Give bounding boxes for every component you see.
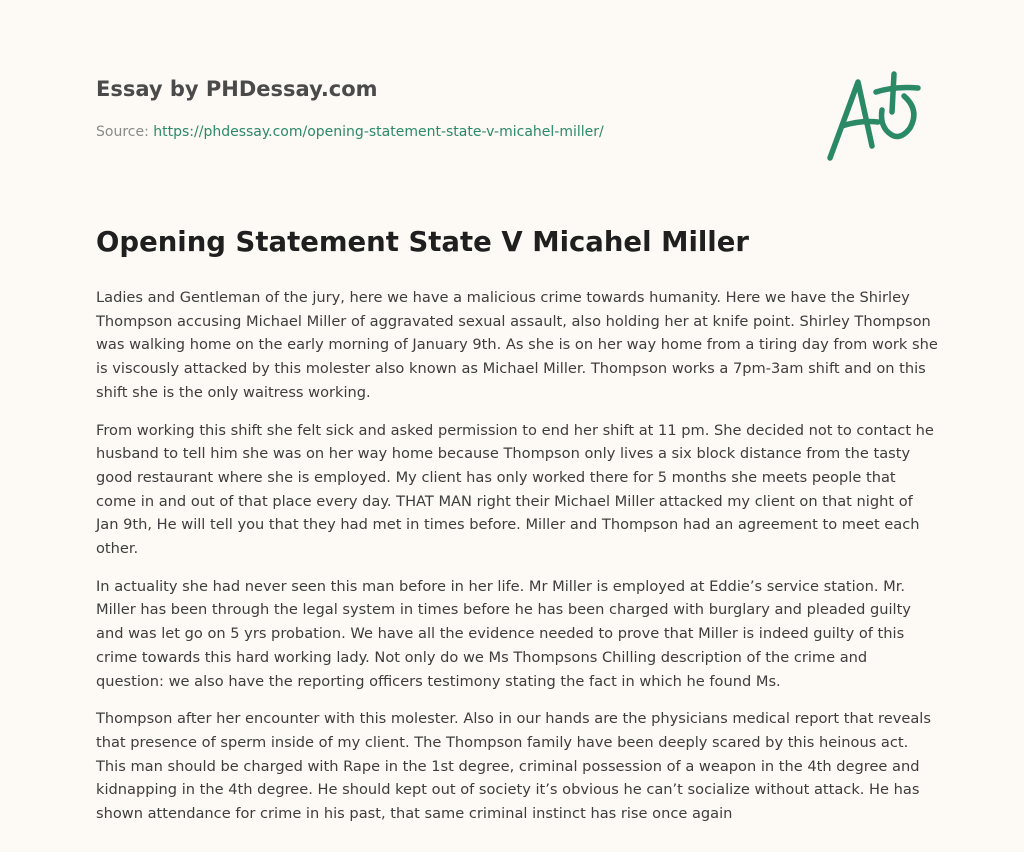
source-label: Source:: [96, 124, 149, 140]
essay-title: Opening Statement State V Micahel Miller: [96, 226, 749, 258]
a-plus-logo-icon: [820, 66, 930, 166]
paragraph: Thompson after her encounter with this molester. Also in our hands are the physicians medical report that reveals that presence of sperm inside of my client. The Thompson family have been deeply scared by this heinous act. This man should be charged with Rape in the 1st degree, criminal possession of a weapon in the 4th degree and kidnapping in the 4th degree. He should kept out of society it’s obvious he can’t socialize without attack. He has shown attendance for crime in his past, that same criminal instinct has rise once again: [96, 710, 931, 823]
source-line: [96, 124, 604, 140]
essay-body: [96, 286, 938, 840]
a-plus-logo-svg: [820, 66, 930, 166]
paragraph: Ladies and Gentleman of the jury, here we have a malicious crime towards humanity. Here we have the Shirley Thompson accusing Michael Miller of aggravated sexual assault, also holding her at knife point. Shirley Thompson was walking home on the early morning of January 9th. As she is on her way home from a tiring day from work she is viscously attacked by this molester also known as Michael Miller. Thompson works a 7pm-3am shift and on this shift she is the only waitress working.: [96, 289, 938, 401]
paragraph: In actuality she had never seen this man before in her life. Mr Miller is employed at Eddie’s service station. Mr. Miller has been through the legal system in times before he has been charged with burglary and pleaded guilty and was let go on 5 yrs probation. We have all the evidence needed to prove that Miller is indeed guilty of this crime towards this hard working lady. Not only do we Ms Thompsons Chilling description of the crime and question: we also have the reporting officers testimony stating the fact in which he found Ms.: [96, 577, 911, 690]
source-link[interactable]: https://phdessay.com/opening-statement-state-v-micahel-miller/: [153, 124, 604, 140]
site-brand: Essay by PHDessay.com: [96, 77, 378, 101]
paragraph: From working this shift she felt sick and asked permission to end her shift at 11 pm. She decided not to contact he husband to tell him she was on her way home because Thompson only lives a six block distance from the tasty good restaurant where she is employed. My client has only worked there for 5 months she meets people that come in and out of that place every day. THAT MAN right their Michael Miller attacked my client on that night of Jan 9th, He will tell you that they had met in times before. Miller and Thompson had an agreement to meet each other.: [96, 421, 934, 558]
